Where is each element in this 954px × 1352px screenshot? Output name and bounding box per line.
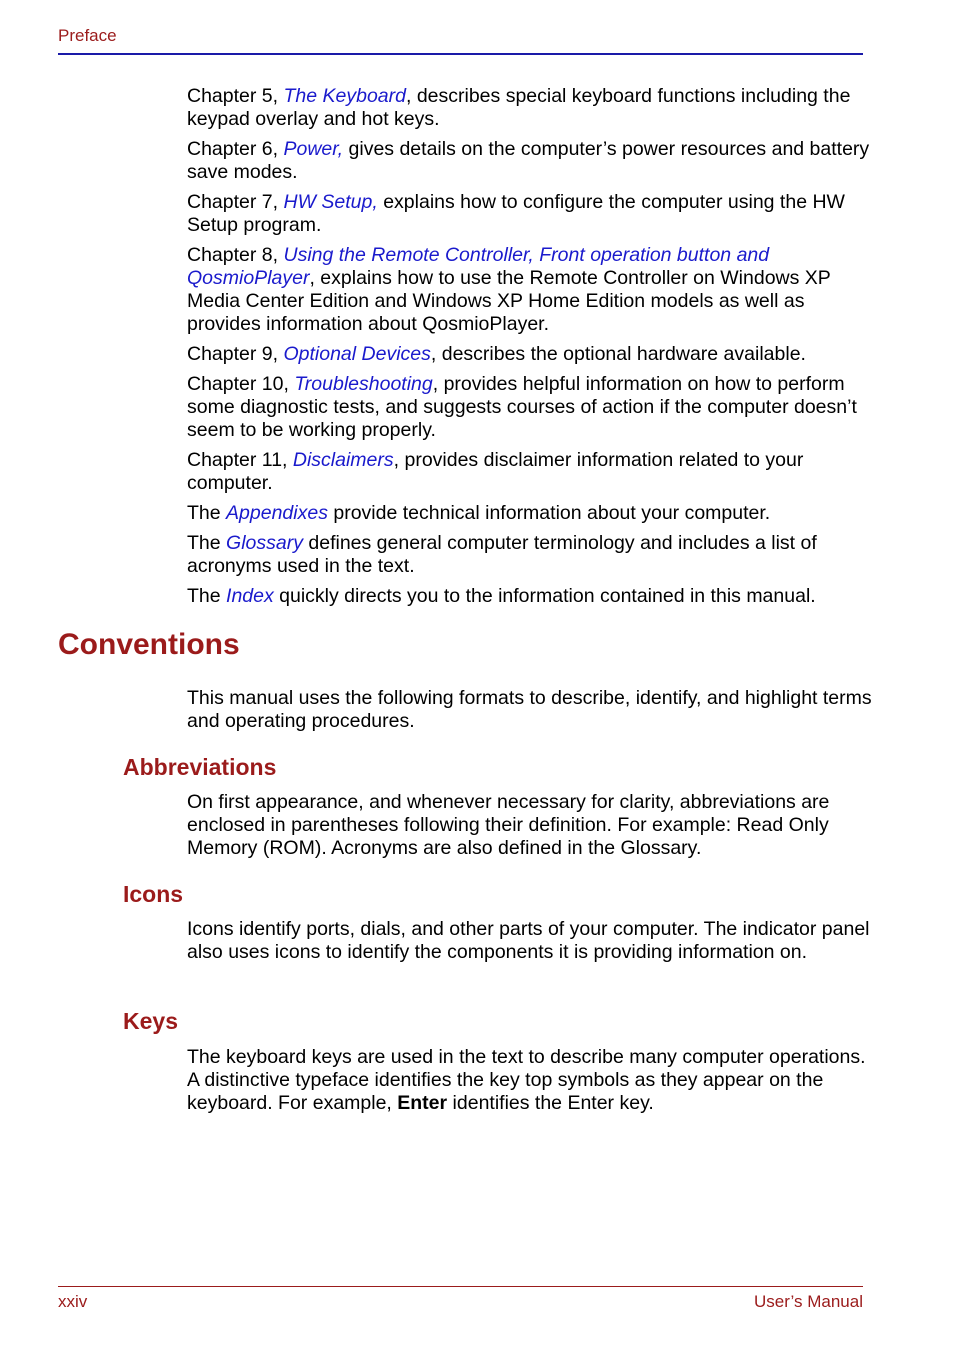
chapter-5-entry: [187, 85, 879, 131]
conventions-heading: Conventions: [58, 628, 240, 661]
entry-prefix: Chapter 10,: [187, 373, 295, 395]
entry-description: , describes special keyboard functions including the keypad overlay and hot keys.: [187, 85, 851, 130]
enter-key-label: Enter: [397, 1092, 448, 1114]
link-the-keyboard[interactable]: The Keyboard: [283, 85, 406, 107]
entry-prefix: The: [187, 585, 227, 607]
manual-title: User’s Manual: [754, 1292, 863, 1311]
entry-prefix: Chapter 9,: [187, 343, 284, 365]
chapter-7-entry: [187, 191, 879, 237]
icons-heading: Icons: [123, 881, 184, 907]
entry-description: provide technical information about your computer.: [327, 502, 771, 524]
link-power[interactable]: Power,: [283, 138, 344, 160]
chapter-10-entry: [187, 373, 879, 442]
entry-prefix: Chapter 8,: [187, 244, 284, 266]
header-divider: [58, 53, 863, 55]
entry-description: explains how to configure the computer using the HW Setup program.: [187, 191, 845, 236]
entry-description: quickly directs you to the information contained in this manual.: [273, 585, 816, 607]
running-header: Preface: [58, 26, 117, 45]
chapter-6-entry: [187, 138, 879, 184]
entry-prefix: The: [187, 532, 227, 554]
entry-description: defines general computer terminology and includes a list of acronyms used in the text.: [187, 532, 817, 577]
entry-prefix: Chapter 7,: [187, 191, 284, 213]
link-optional-devices[interactable]: Optional Devices: [283, 343, 431, 365]
link-disclaimers[interactable]: Disclaimers: [292, 449, 394, 471]
appendixes-entry: [187, 502, 879, 525]
keys-text: [187, 1046, 879, 1115]
link-remote-controller[interactable]: Using the Remote Controller, Front operation button and QosmioPlayer: [187, 244, 770, 289]
chapter-list: [187, 85, 879, 615]
abbreviations-section: [187, 791, 879, 860]
abbreviations-heading: Abbreviations: [123, 754, 277, 780]
link-index[interactable]: Index: [226, 585, 274, 607]
icons-section: [187, 918, 879, 964]
icons-text: Icons identify ports, dials, and other parts of your computer. The indicator panel also uses icons to identify the components it is providing information on.: [187, 918, 870, 963]
link-troubleshooting[interactable]: Troubleshooting: [294, 373, 433, 395]
keys-section: [187, 1046, 879, 1115]
conventions-intro-text: This manual uses the following formats to describe, identify, and highlight terms and operating procedures.: [187, 687, 872, 732]
chapter-11-entry: [187, 449, 879, 495]
entry-prefix: Chapter 11,: [187, 449, 293, 471]
entry-description: gives details on the computer’s power resources and battery save modes.: [187, 138, 870, 183]
keys-heading: Keys: [123, 1008, 178, 1034]
entry-description: , explains how to use the Remote Controller on Windows XP Media Center Edition and Windows XP Home Edition models as well as provides information about QosmioPlayer.: [187, 267, 831, 335]
abbreviations-text: On first appearance, and whenever necessary for clarity, abbreviations are enclosed in parentheses following their definition. For example: Read Only Memory (ROM). Acronyms are also defined in the Glossary.: [187, 791, 830, 859]
entry-prefix: The: [187, 502, 227, 524]
keys-text-after: identifies the Enter key.: [447, 1092, 654, 1114]
chapter-9-entry: [187, 343, 879, 366]
entry-prefix: Chapter 5,: [187, 85, 284, 107]
glossary-entry: [187, 532, 879, 578]
link-hw-setup[interactable]: HW Setup,: [283, 191, 378, 213]
index-entry: [187, 585, 879, 608]
conventions-intro: [187, 687, 879, 733]
keys-text-before: The keyboard keys are used in the text to describe many computer operations. A distinctive typeface identifies the key top symbols as they appear on the keyboard. For example,: [187, 1046, 866, 1114]
footer-divider: [58, 1286, 863, 1287]
entry-prefix: Chapter 6,: [187, 138, 284, 160]
link-appendixes[interactable]: Appendixes: [226, 502, 328, 524]
link-glossary[interactable]: Glossary: [226, 532, 303, 554]
entry-description: , describes the optional hardware available.: [430, 343, 806, 365]
entry-description: , provides helpful information on how to perform some diagnostic tests, and suggests courses of action if the computer doesn’t seem to be working properly.: [187, 373, 857, 441]
page-number: xxiv: [58, 1292, 88, 1311]
entry-description: , provides disclaimer information related to your computer.: [187, 449, 804, 494]
chapter-8-entry: [187, 244, 879, 336]
